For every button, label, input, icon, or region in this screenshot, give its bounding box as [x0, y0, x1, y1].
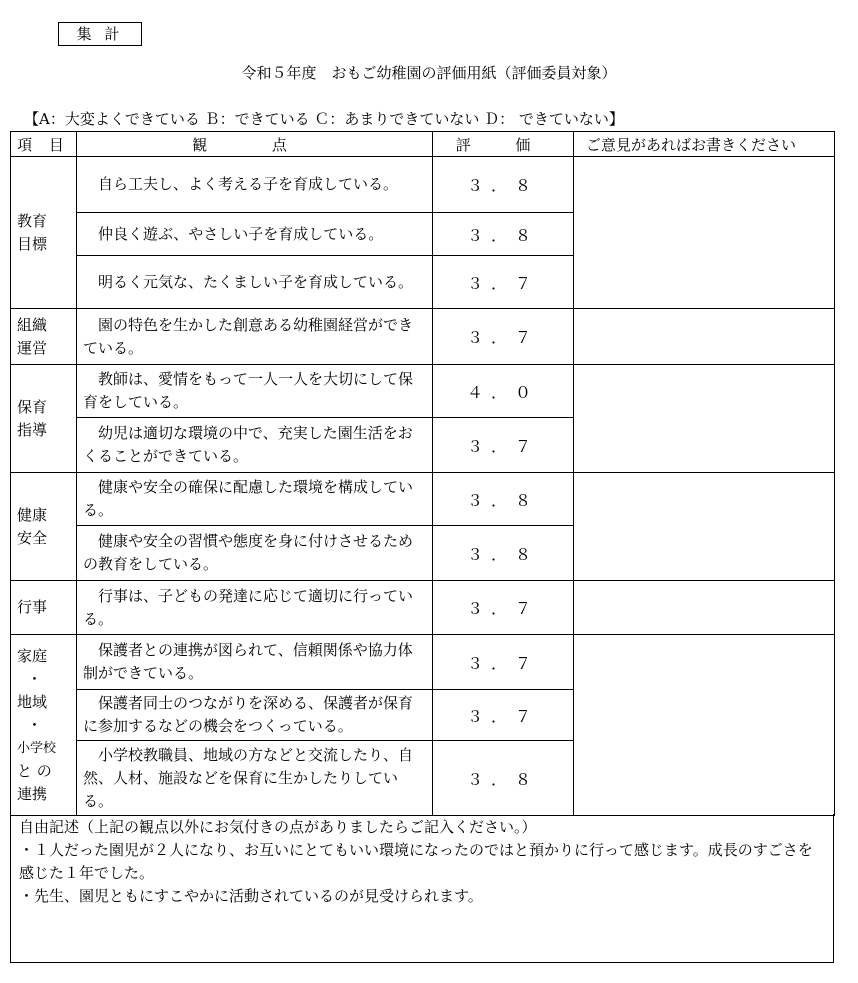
category-label: 教育	[17, 211, 48, 230]
category-label: 運営	[17, 338, 48, 357]
view-cell: 教師は、愛情をもって一人一人を大切にして保育をしている。	[77, 365, 433, 418]
free-comment-item: ・先生、園児ともにすこやかに活動されているのが見受けられます。	[19, 887, 483, 905]
summary-label: 集 計	[58, 22, 142, 46]
table-row	[11, 473, 835, 526]
category-label: 小学校	[17, 740, 57, 756]
table-row	[11, 635, 835, 690]
view-cell: 仲良く遊ぶ、やさしい子を育成している。	[77, 213, 433, 256]
rating-legend: 【A：大変よくできている Ｂ：できている Ｃ：あまりできていない Ｄ： できていない】	[24, 110, 624, 128]
view-cell: 園の特色を生かした創意ある幼稚園経営ができている。	[77, 309, 433, 365]
free-comment-item: ・１人だった園児が２人になり、お互いにとてもいい環境になったのではと預かりに行って感じます。成長のすごさを感じた１年でした。	[19, 841, 813, 882]
category-label: 安全	[17, 528, 48, 547]
category-soshiki	[11, 309, 77, 365]
category-label: と の	[17, 761, 52, 780]
view-cell: 行事は、子どもの発達に応じて適切に行っている。	[77, 581, 433, 635]
category-label: 連携	[17, 784, 48, 803]
score-cell: ３．７	[433, 581, 574, 635]
view-cell: 自ら工夫し、よく考える子を育成している。	[77, 157, 433, 213]
header-score: 評 価	[433, 132, 574, 157]
category-label: 地域	[17, 692, 48, 711]
comment-cell	[574, 309, 835, 365]
view-cell: 健康や安全の確保に配慮した環境を構成している。	[77, 473, 433, 526]
view-cell: 小学校教職員、地域の方などと交流したり、自然、人材、施設などを保育に生かしたりしている。	[77, 741, 433, 816]
category-label: 健康	[17, 505, 48, 524]
comment-cell	[574, 635, 835, 816]
category-label: ・	[27, 715, 43, 734]
category-hoiku	[11, 365, 77, 473]
category-katei	[11, 635, 77, 816]
score-cell: ３．８	[433, 473, 574, 526]
view-cell: 保護者との連携が図られて、信頼関係や協力体制ができている。	[77, 635, 433, 690]
table-row	[11, 309, 835, 365]
category-label: 家庭	[17, 646, 48, 665]
category-label: 保育	[17, 397, 48, 416]
score-cell: ３．７	[433, 309, 574, 365]
comment-cell	[574, 157, 835, 309]
header-comment: ご意見があればお書きください	[574, 132, 835, 157]
comment-cell	[574, 473, 835, 581]
view-cell: 保護者同士のつながりを深める、保護者が保育に参加するなどの機会をつくっている。	[77, 690, 433, 741]
table-row	[11, 365, 835, 418]
table-row	[11, 581, 835, 635]
score-cell: ３．７	[433, 690, 574, 741]
category-kyoiku	[11, 157, 77, 309]
score-cell: ４．０	[433, 365, 574, 418]
category-label: ・	[27, 669, 43, 688]
category-label: 目標	[17, 234, 48, 253]
comment-cell	[574, 581, 835, 635]
evaluation-table	[10, 131, 835, 816]
category-label: 組織	[17, 315, 48, 334]
page-title: 令和５年度 おもご幼稚園の評価用紙（評価委員対象）	[241, 64, 617, 82]
score-cell: ３．７	[433, 635, 574, 690]
view-cell: 明るく元気な、たくましい子を育成している。	[77, 256, 433, 309]
score-cell: ３．７	[433, 256, 574, 309]
score-cell: ３．７	[433, 418, 574, 473]
score-cell: ３．８	[433, 157, 574, 213]
view-cell: 幼児は適切な環境の中で、充実した園生活をおくることができている。	[77, 418, 433, 473]
view-cell: 健康や安全の習慣や態度を身に付けさせるための教育をしている。	[77, 526, 433, 581]
category-label: 指導	[17, 420, 48, 439]
category-gyoji: 行事	[11, 581, 77, 635]
free-comment-heading: 自由記述（上記の観点以外にお気付きの点がありましたらご記入ください。）	[19, 818, 537, 836]
comment-cell	[574, 365, 835, 473]
free-comment-box	[10, 814, 834, 963]
category-kenko	[11, 473, 77, 581]
table-header-row	[11, 132, 835, 157]
score-cell: ３．８	[433, 741, 574, 816]
score-cell: ３．８	[433, 213, 574, 256]
header-view: 観 点	[77, 132, 433, 157]
score-cell: ３．８	[433, 526, 574, 581]
table-row	[11, 157, 835, 213]
header-item: 項 目	[11, 132, 77, 157]
